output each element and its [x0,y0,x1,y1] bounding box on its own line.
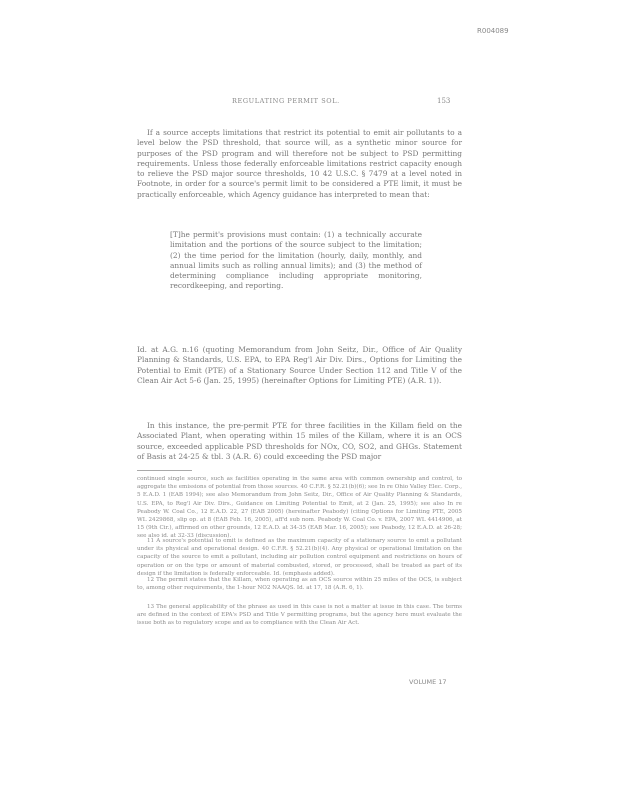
footnote-11: 11 A source's potential to emit is defined as the maximum capacity of a stationary source to emit a pollutant under its physical and operational design. 40 C.F.R. § 52.21(b)(4). Any physical or operational limitation on the capacity of the source to emit a pollutant, including air pollution control equipment and restrictions on hours of operation or on the type or amount of material combusted, stored, or processed, shall be treated as part of its design if the limitation is federally enforceable. Id. (emphasis added). [137,538,462,577]
bates-number-bottom: VOLUME 17 [409,678,447,686]
running-head: REGULATING PERMIT SOL. [232,97,340,105]
footnote-continued: continued single source, such as facilities operating in the same area with common ownership and control, to aggregate the emissions of potential from those sources. 40 C.F.R. § 52.21(b)(6); see In re Ohio Valley Elec. Corp., 5 E.A.D. 1 (EAB 1994); see also Memorandum from John Seitz, Dir., Office of Air Quality Planning & Standards, U.S. EPA, to Reg'l Air Div. Dirs., Guidance on Limiting Potential to Emit, at 2 (Jan. 25, 1995); see also In re Peabody W. Coal Co., 12 E.A.D. 22, 27 (EAB 2005) (hereinafter Peabody) (citing Options for Limiting PTE, 2005 WL 2429868, slip op. at 8 (EAB Feb. 16, 2005), aff'd sub nom. Peabody W. Coal Co. v. EPA, 2007 WL 4414906, at 15 (9th Cir.), affirmed on other grounds, 12 E.A.D. at 34-35 (EAB Mar. 16, 2005); see Peabody, 12 E.A.D. at 26-28; see also id. at 32-33 (discussion). [137,476,462,540]
citation-paragraph: Id. at A.G. n.16 (quoting Memorandum from John Seitz, Dir., Office of Air Quality Planning & Standards, U.S. EPA, to EPA Reg'l Air Div. Dirs., Options for Limiting the Potential to Emit (PTE) of a Stationary Source Under Section 112 and Title V of the Clean Air Act 5-6 (Jan. 25, 1995) (hereinafter Options for Limiting PTE) (A.R. 1)). [137,345,462,385]
page-number: 153 [437,97,451,105]
body-paragraph-2: In this instance, the pre-permit PTE for three facilities in the Killam field on the Associated Plant, when operating within 15 miles of the Killam, where it is an OCS source, exceeded applicable PSD thresholds for NOx, CO, SO2, and GHGs. Statement of Basis at 24-25 & tbl. 3 (A.R. 6) could exceeding the PSD major [137,421,462,461]
bates-number-top: R004089 [477,27,509,35]
footnote-12: 12 The permit states that the Killam, when operating as an OCS source within 25 miles of the OCS, is subject to, among other requirements, the 1-hour NO2 NAAQS. Id. at 17, 18 (A.R. 6, 1). [137,577,462,592]
footnote-divider [137,470,192,471]
body-paragraph-1: If a source accepts limitations that restrict its potential to emit air pollutants to a level below the PSD threshold, that source will, as a synthetic minor source for purposes of the PSD program and will therefore not be subject to PSD permitting requirements. Unless those federally enforceable limitations restrict capacity enough to relieve the PSD major source thresholds, 10 42 U.S.C. § 7479 at a level noted in Footnote, in order for a source's permit limit to be considered a PTE limit, it must be practically enforceable, which Agency guidance has interpreted to mean that: [137,128,462,199]
footnote-13: 13 The general applicability of the phrase as used in this case is not a matter at issue in this case. The terms are defined in the context of EPA's PSD and Title V permitting programs, but the agency here must evaluate the issue both as to regulatory scope and as to compliance with the Clean Air Act. [137,604,462,627]
block-quote: [T]he permit's provisions must contain: (1) a technically accurate limitation and the portions of the source subject to the limitation; (2) the time period for the limitation (hourly, daily, monthly, and annual limits such as rolling annual limits); and (3) the method of determining compliance including appropriate monitoring, recordkeeping, and reporting. [170,230,422,291]
